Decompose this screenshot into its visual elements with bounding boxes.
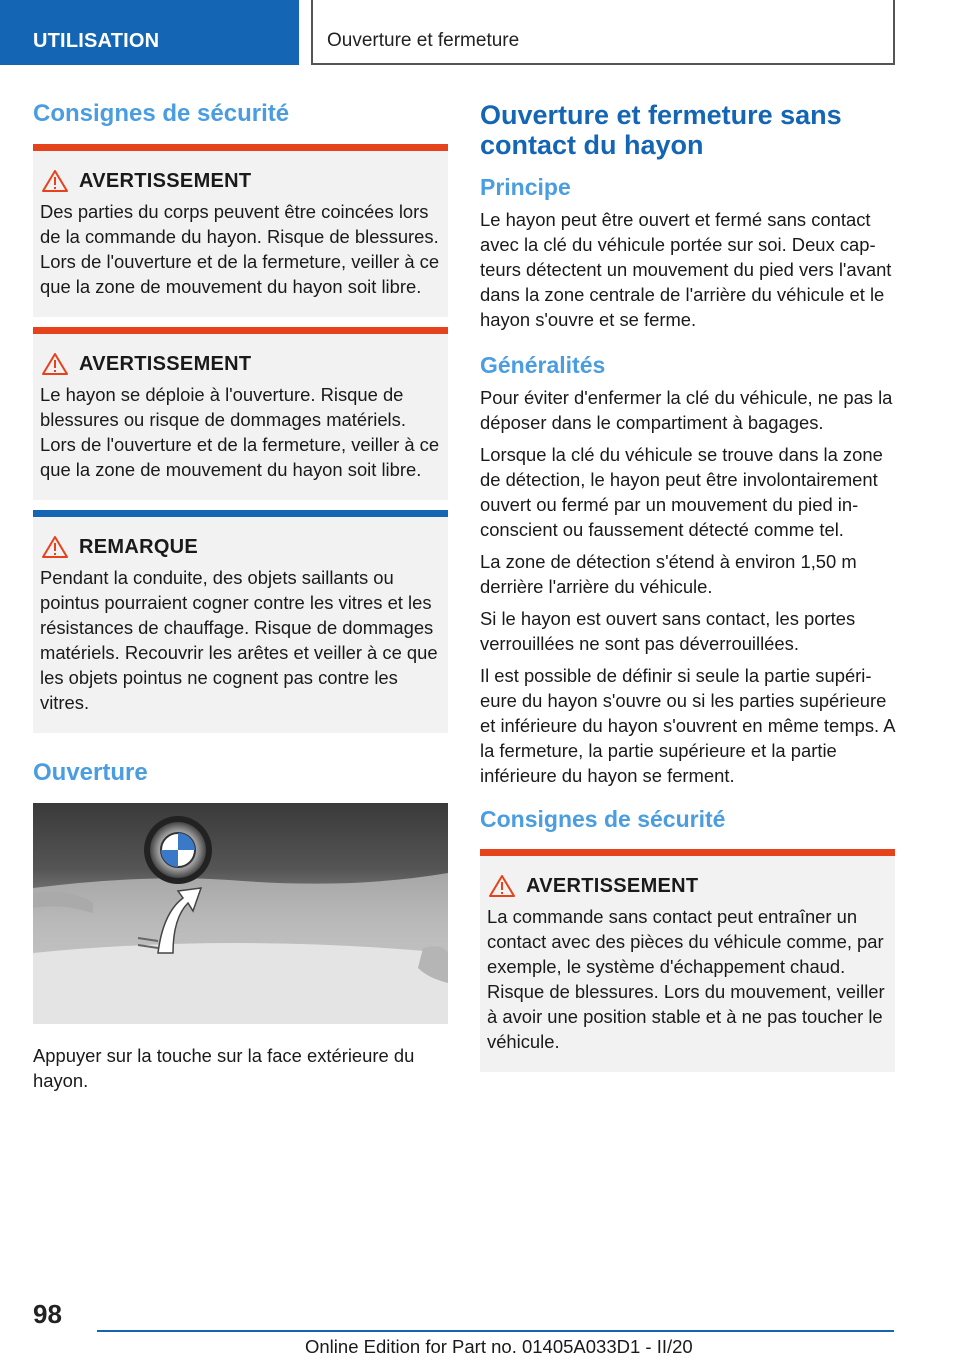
general-paragraph: Il est possible de définir si seule la partie supérieure du hayon s'ouvre ou si les parties supérieure et inférieure du hayon s'ouvrent en même temps. A la fermeture, la partie supérieure et la partie inférieure du hayon se ferment. bbox=[480, 665, 895, 786]
page-number: 98 bbox=[33, 1299, 62, 1329]
warning-text: Des parties du corps peuvent être coincées lors de la commande du hayon. Risque de blessures. Lors de l'ouverture et de la fermeture, veiller à ce que la zone de mouvement du hayon soit libre. bbox=[40, 201, 440, 297]
opening-heading: Ouverture bbox=[33, 759, 148, 786]
section-title-main: Ouverture et fermeture sans contact du hayon bbox=[480, 100, 842, 160]
general-paragraph: Pour éviter d'enfermer la clé du véhicule, ne pas la déposer dans le compartiment à bagages. bbox=[480, 387, 893, 433]
general-paragraph: La zone de détection s'étend à environ 1,50 m derrière l'arrière du véhicule. bbox=[480, 551, 857, 597]
warning-title: AVERTISSEMENT bbox=[526, 874, 699, 897]
photo-caption: Appuyer sur la touche sur la face extérieure du hayon. bbox=[33, 1045, 415, 1091]
notice-text: Pendant la conduite, des objets saillants ou pointus pourraient cogner contre les vitres et les résistances de chauffage. Risque de dommages matériels. Recouvrir les arêtes et veiller à ce que les objets pointus ne cognent pas contre les vitres. bbox=[40, 567, 438, 713]
warning-triangle-icon bbox=[488, 874, 516, 898]
footer-divider bbox=[97, 1330, 894, 1332]
right-column bbox=[480, 100, 895, 1082]
warning-text: Le hayon se déploie à l'ouverture. Risque de blessures ou risque de dommages matériels. Lors de l'ouverture et de la fermeture, veiller à ce que la zone de mouvement du hayon soit libre. bbox=[40, 384, 440, 480]
general-paragraph: Lorsque la clé du véhicule se trouve dans la zone de détection, le hayon peut être involontairement ouvert ou fermé par un mouvement du pied inconscient ou faussement détecté comme tel. bbox=[480, 444, 883, 540]
principle-heading: Principe bbox=[480, 174, 571, 200]
warning-title: AVERTISSEMENT bbox=[79, 352, 252, 375]
notice-title: REMARQUE bbox=[79, 535, 199, 558]
safety-heading: Consignes de sécurité bbox=[33, 100, 290, 127]
section-tab bbox=[0, 0, 299, 65]
edition-text: Online Edition for Part no. 01405A033D1 - II/20 bbox=[305, 1336, 693, 1357]
chapter-header bbox=[311, 0, 895, 65]
section-title: UTILISATION bbox=[33, 30, 160, 52]
warning-triangle-icon bbox=[41, 535, 69, 559]
principle-text: Le hayon peut être ouvert et fermé sans contact avec la clé du véhicule portée sur soi. Deux capteurs détectent un mouvement du pied vers l'avant dans la zone centrale de l'arrière du véhicule et le hayon s'ouvre et se ferme. bbox=[480, 209, 892, 330]
tailgate-button-photo bbox=[33, 803, 448, 1024]
warning-box bbox=[33, 327, 448, 500]
warning-text: La commande sans contact peut entraîner un contact avec des pièces du véhicule comme, par exemple, le système d'échappement chaud. Risque de blessures. Lors du mouvement, veiller à avoir une position stable et à ne pas toucher le véhicule. bbox=[487, 906, 885, 1052]
left-column bbox=[33, 100, 448, 1093]
warning-box bbox=[33, 144, 448, 317]
warning-box bbox=[480, 849, 895, 1072]
chapter-title: Ouverture et fermeture bbox=[327, 30, 520, 51]
general-heading: Généralités bbox=[480, 352, 606, 378]
notice-box bbox=[33, 510, 448, 733]
warning-triangle-icon bbox=[41, 169, 69, 193]
warning-triangle-icon bbox=[41, 352, 69, 376]
safety-heading-right: Consignes de sécurité bbox=[480, 806, 726, 832]
general-paragraph: Si le hayon est ouvert sans contact, les portes verrouillées ne sont pas déverrouillées. bbox=[480, 608, 856, 654]
warning-title: AVERTISSEMENT bbox=[79, 169, 252, 192]
